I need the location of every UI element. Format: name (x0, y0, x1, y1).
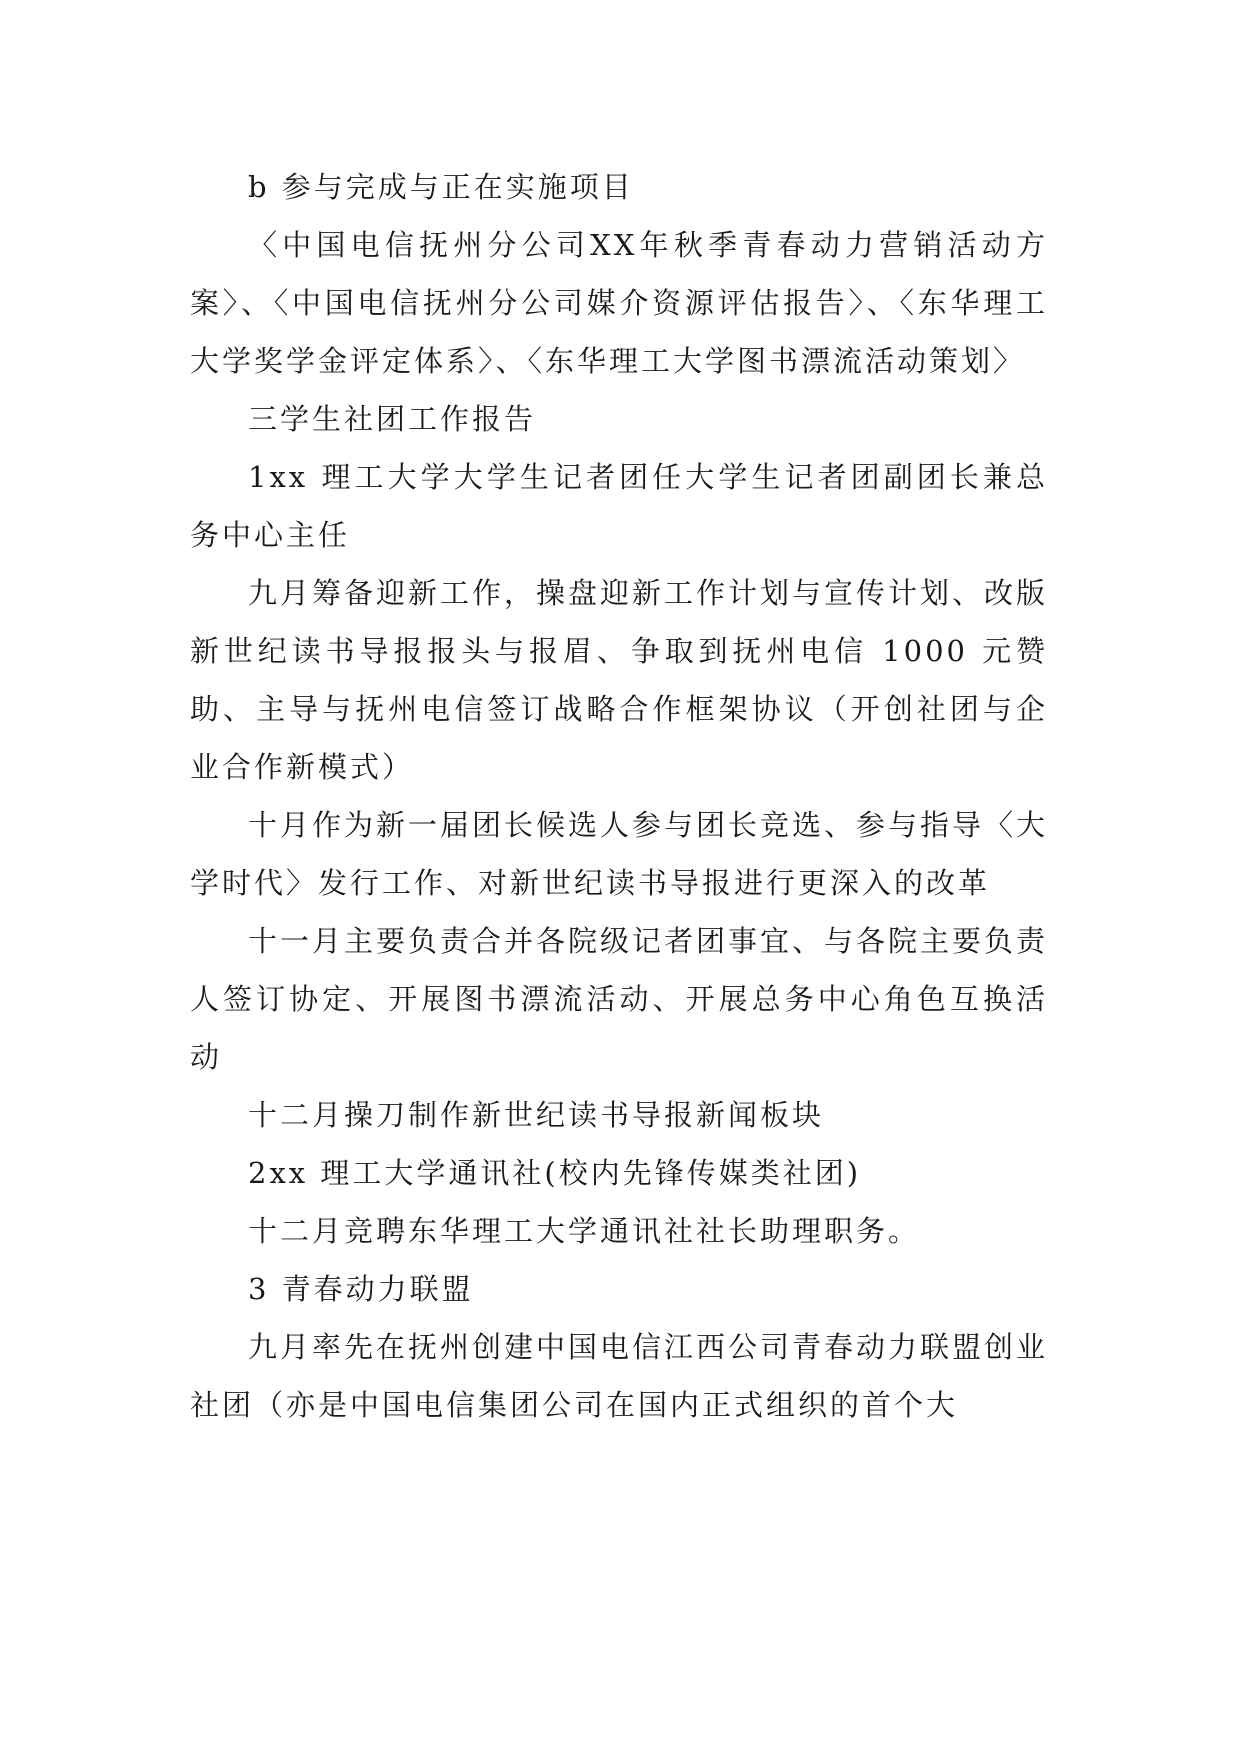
document-body (190, 158, 1048, 1434)
paragraph-reporter-group: 1xx 理工大学大学生记者团任大学生记者团副团长兼总务中心主任 (190, 460, 1048, 552)
paragraph-projects-heading: b 参与完成与正在实施项目 (248, 170, 634, 204)
paragraph-september: 九月筹备迎新工作，操盘迎新工作计划与宣传计划、改版新世纪读书导报报头与报眉、争取到抚州电信 1000 元赞助、主导与抚州电信签订战略合作框架协议（开创社团与企业合作新模式） (190, 576, 1049, 784)
paragraph-december: 十二月操刀制作新世纪读书导报新闻板块 (248, 1098, 825, 1132)
paragraph-november: 十一月主要负责合并各院级记者团事宜、与各院主要负责人签订协定、开展图书漂流活动、开展总务中心角色互换活动 (190, 924, 1049, 1074)
paragraph-club-report-heading: 三学生社团工作报告 (248, 402, 537, 436)
paragraph-projects-list: 〈中国电信抚州分公司XX年秋季青春动力营销活动方案〉、〈中国电信抚州分公司媒介资源评估报告〉、〈东华理工大学奖学金评定体系〉、〈东华理工大学图书漂流活动策划〉 (190, 228, 1048, 378)
paragraph-youth-alliance-september: 九月率先在抚州创建中国电信江西公司青春动力联盟创业社团（亦是中国电信集团公司在国内正式组织的首个大 (190, 1330, 1049, 1422)
paragraph-december-assistant: 十二月竞聘东华理工大学通讯社社长助理职务。 (248, 1214, 921, 1248)
paragraph-october: 十月作为新一届团长候选人参与团长竞选、参与指导〈大学时代〉发行工作、对新世纪读书导报进行更深入的改革 (190, 808, 1049, 900)
paragraph-news-agency: 2xx 理工大学通讯社(校内先锋传媒类社团) (248, 1156, 862, 1190)
paragraph-youth-alliance-heading: 3 青春动力联盟 (248, 1272, 474, 1306)
